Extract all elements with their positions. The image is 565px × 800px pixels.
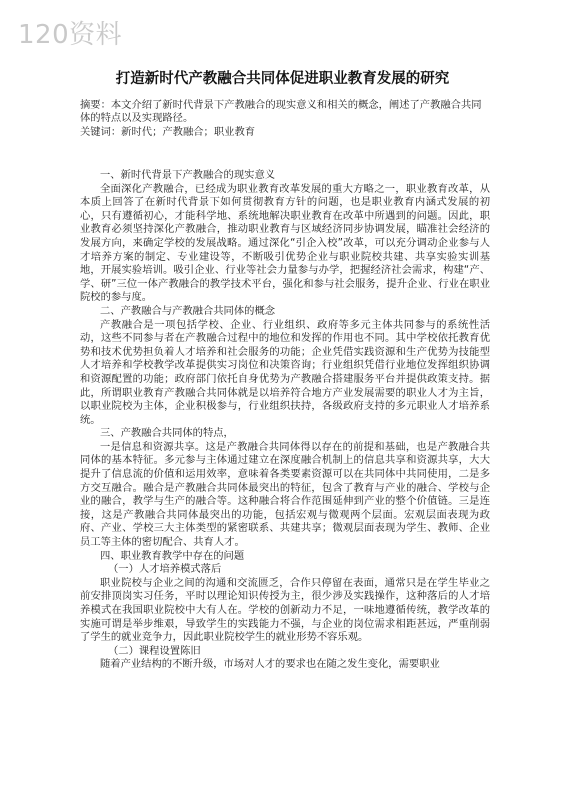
section-paragraph-1: 全面深化产教融合，已经成为职业教育改革发展的重大方略之一，职业教育改革，从本质上回答了在新时代背景下如何贯彻教育方针的问题，也是职业教育内涵式发展的初心，只有遵循初心，才能科学地、系统地解决职业教育在改革中所遇到的问题。因此，职业教育必须坚持深化产教融合，推动职业教育与区域经济同步协调发展，瞄准社会经济的发展方向，来确定学校的发展战略。通过深化“引企入校”改革，可以充分调动企业参与人才培养方案的制定、专业建设等，不断吸引优势企业与职业院校共建、共享实验实训基地，开展实验培训。吸引企业、行业等社会力量参与办学，把握经济社会需求，构建“产、学、研”三位一体产教融合的教学技术平台，强化和参与社会服务，提升企业、行业在职业院校的参与度。 (80, 182, 490, 304)
section-heading-1: 一、新时代背景下产教融合的现实意义 (100, 169, 276, 181)
keywords: 关键词：新时代；产教融合；职业教育 (80, 126, 256, 138)
subsection-heading-4-2: （二）课程设置陈旧 (108, 644, 201, 657)
section-heading-4: 四、职业教育教学中存在的问题 (100, 549, 245, 562)
subsection-paragraph-4-2: 随着产业结构的不断升级，市场对人才的要求也在随之发生变化，需要职业 (100, 658, 440, 671)
subsection-heading-4-1: （一）人才培养模式落后 (108, 563, 222, 576)
section-heading-2: 二、产教融合与产教融合共同体的概念 (100, 304, 276, 317)
watermark: 120资料 (18, 20, 123, 50)
section-heading-3: 三、产教融合共同体的特点， (100, 427, 234, 440)
abstract: 摘要：本文介绍了新时代背景下产教融合的现实意义和相关的概念，阐述了产教融合共同体的特点以及实现路径。 (80, 99, 482, 125)
subsection-paragraph-4-1: 职业院校与企业之间的沟通和交流匮乏，合作只停留在表面，通常只是在学生毕业之前安排顶岗实习任务，平时以理论知识传授为主，很少涉及实践操作，这种落后的人才培养模式在我国职业院校中大有人在。学校的创新动力不足，一味地遵循传统，教学改革的实施可谓是举步维艰，导致学生的实践能力不强，与企业的岗位需求相距甚远，严重削弱了学生的就业竞争力，因此职业院校学生的就业形势不容乐观。 (80, 576, 490, 644)
section-paragraph-3: 一是信息和资源共享。这是产教融合共同体得以存在的前提和基础，也是产教融合共同体的基本特征。多元参与主体通过建立在深度融合机制上的信息共享和资源共享，大大提升了信息流的价值和运用效率，意味着各类要素资源可以在共同体中共同使用，二是多方交互融合。融合是产教融合共同体最突出的特征，包含了教育与产业的融合、学校与企业的融合，教学与生产的融合等。这种融合将合作范围延伸到产业的整个价值链。三是连接，这是产教融合共同体最突出的功能，包括宏观与微观两个层面。宏观层面表现为政府、产业、学校三大主体类型的紧密联系、共建共享；微观层面表现为学生、教师、企业员工等主体的密切配合、共育人才。 (80, 440, 490, 549)
section-paragraph-2: 产教融合是一项包括学校、企业、行业组织、政府等多元主体共同参与的系统性活动，这些不同参与者在产教融合过程中的地位和发挥的作用也不同。其中学校依托教育优势和技术优势担负着人才培养和社会服务的功能；企业凭借实践资源和生产优势为技能型人才培养和学校教学改革提供实习岗位和决策咨询；行业组织凭借行业地位发挥组织协调和资源配置的功能；政府部门依托自身优势为产教融合搭建服务平台并提供政策支持。据此，所谓职业教育产教融合共同体就是以培养符合地方产业发展需要的职业人才为主旨，以职业院校为主体，企业积极参与，行业组织扶持，各级政府支持的多元职业人才培养系统。 (80, 318, 490, 426)
document-body (80, 169, 490, 672)
page-title: 打造新时代产教融合共同体促进职业教育发展的研究 (115, 71, 450, 87)
